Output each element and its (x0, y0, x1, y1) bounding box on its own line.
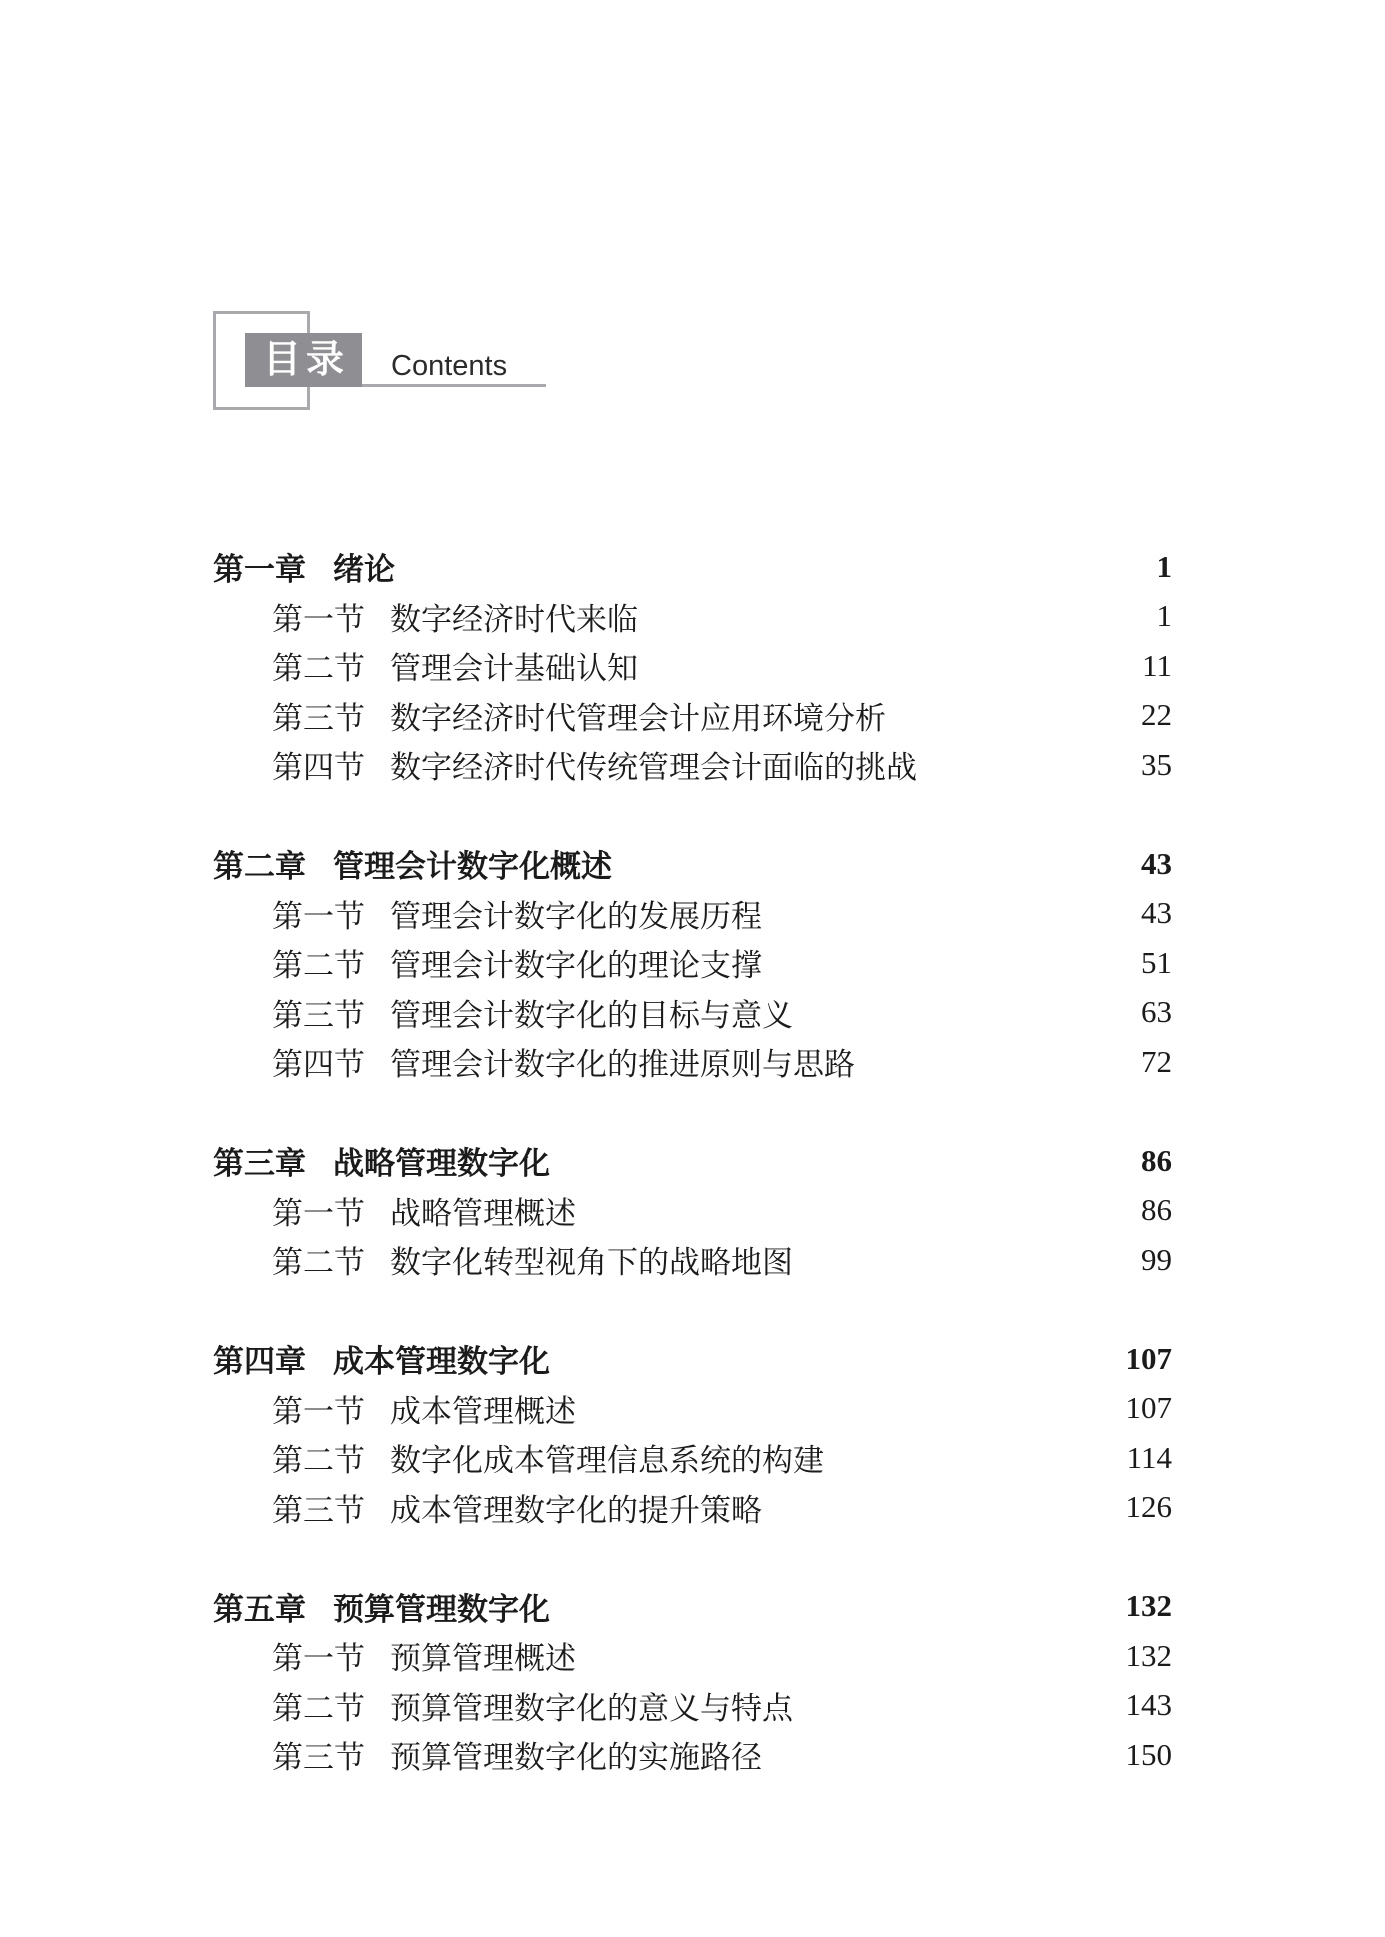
section-page: 1 (1156, 598, 1172, 634)
section-label: 第二节 (272, 1690, 365, 1726)
chapter-page: 107 (1125, 1340, 1172, 1376)
header-title-band (245, 333, 362, 387)
chapter-page: 86 (1141, 1142, 1172, 1178)
section-page: 35 (1141, 746, 1172, 782)
chapter-label: 第一章 (213, 552, 306, 588)
section-page: 43 (1141, 895, 1172, 931)
section-page: 143 (1125, 1687, 1172, 1723)
section-label: 第一节 (272, 898, 365, 934)
chapter-row (213, 1136, 1172, 1186)
chapter-page: 43 (1141, 845, 1172, 881)
section-label: 第三节 (272, 700, 365, 736)
section-title: 数字经济时代传统管理会计面临的挑战 (390, 750, 917, 786)
section-page: 150 (1125, 1736, 1172, 1772)
section-page: 86 (1141, 1192, 1172, 1228)
chapter-row (213, 839, 1172, 889)
chapter-label: 第四章 (213, 1344, 306, 1380)
chapter-row (213, 542, 1172, 592)
section-title: 数字化成本管理信息系统的构建 (390, 1443, 824, 1479)
section-label: 第三节 (272, 1492, 365, 1528)
section-row (213, 1433, 1172, 1483)
section-page: 126 (1125, 1489, 1172, 1525)
section-title: 预算管理数字化的意义与特点 (390, 1690, 793, 1726)
chapter-title: 管理会计数字化概述 (333, 849, 612, 885)
section-row (213, 1186, 1172, 1236)
section-row (213, 641, 1172, 691)
chapter-page: 1 (1156, 548, 1172, 584)
section-page: 72 (1141, 1043, 1172, 1079)
section-label: 第一节 (272, 601, 365, 637)
section-row (213, 1235, 1172, 1285)
header-title-cn: 目录 (262, 339, 349, 381)
chapter-title: 战略管理数字化 (333, 1146, 550, 1182)
section-label: 第四节 (272, 1047, 365, 1083)
section-label: 第一节 (272, 1641, 365, 1677)
section-row (213, 691, 1172, 741)
chapter-label: 第三章 (213, 1146, 306, 1182)
section-row (213, 1730, 1172, 1780)
section-row (213, 988, 1172, 1038)
section-row (213, 889, 1172, 939)
header-title-en: Contents (391, 350, 508, 382)
section-row (213, 740, 1172, 790)
chapter-label: 第五章 (213, 1591, 306, 1627)
chapter-title: 预算管理数字化 (333, 1591, 550, 1627)
section-title: 战略管理概述 (390, 1195, 576, 1231)
section-label: 第三节 (272, 1740, 365, 1776)
section-title: 数字化转型视角下的战略地图 (390, 1245, 793, 1281)
chapter-label: 第二章 (213, 849, 306, 885)
header-underline (362, 384, 546, 387)
chapter-block (213, 839, 1172, 1087)
section-row (213, 1631, 1172, 1681)
section-label: 第一节 (272, 1195, 365, 1231)
section-title: 数字经济时代管理会计应用环境分析 (390, 700, 886, 736)
section-title: 成本管理概述 (390, 1393, 576, 1429)
chapter-block (213, 542, 1172, 790)
section-label: 第二节 (272, 1245, 365, 1281)
section-label: 第四节 (272, 750, 365, 786)
section-title: 管理会计基础认知 (390, 651, 638, 687)
chapter-block (213, 1582, 1172, 1780)
chapter-title: 绪论 (333, 552, 395, 588)
section-row (213, 592, 1172, 642)
chapter-page: 132 (1125, 1588, 1172, 1624)
section-title: 预算管理数字化的实施路径 (390, 1740, 762, 1776)
chapter-row (213, 1334, 1172, 1384)
section-title: 预算管理概述 (390, 1641, 576, 1677)
section-title: 管理会计数字化的理论支撑 (390, 948, 762, 984)
section-page: 114 (1126, 1439, 1172, 1475)
section-row (213, 1681, 1172, 1731)
section-title: 管理会计数字化的推进原则与思路 (390, 1047, 855, 1083)
toc-list (213, 542, 1172, 1780)
chapter-block (213, 1136, 1172, 1285)
section-label: 第一节 (272, 1393, 365, 1429)
section-title: 成本管理数字化的提升策略 (390, 1492, 762, 1528)
section-page: 11 (1142, 647, 1172, 683)
section-page: 22 (1141, 697, 1172, 733)
section-title: 管理会计数字化的发展历程 (390, 898, 762, 934)
section-title: 数字经济时代来临 (390, 601, 638, 637)
section-label: 第二节 (272, 948, 365, 984)
chapter-row (213, 1582, 1172, 1632)
section-page: 63 (1141, 994, 1172, 1030)
section-row (213, 938, 1172, 988)
section-page: 99 (1141, 1241, 1172, 1277)
section-label: 第二节 (272, 1443, 365, 1479)
section-label: 第二节 (272, 651, 365, 687)
section-row (213, 1037, 1172, 1087)
chapter-block (213, 1334, 1172, 1532)
section-row (213, 1483, 1172, 1533)
section-row (213, 1384, 1172, 1434)
section-label: 第三节 (272, 997, 365, 1033)
section-page: 107 (1125, 1390, 1172, 1426)
section-page: 132 (1125, 1637, 1172, 1673)
section-page: 51 (1141, 944, 1172, 980)
section-title: 管理会计数字化的目标与意义 (390, 997, 793, 1033)
chapter-title: 成本管理数字化 (333, 1344, 550, 1380)
